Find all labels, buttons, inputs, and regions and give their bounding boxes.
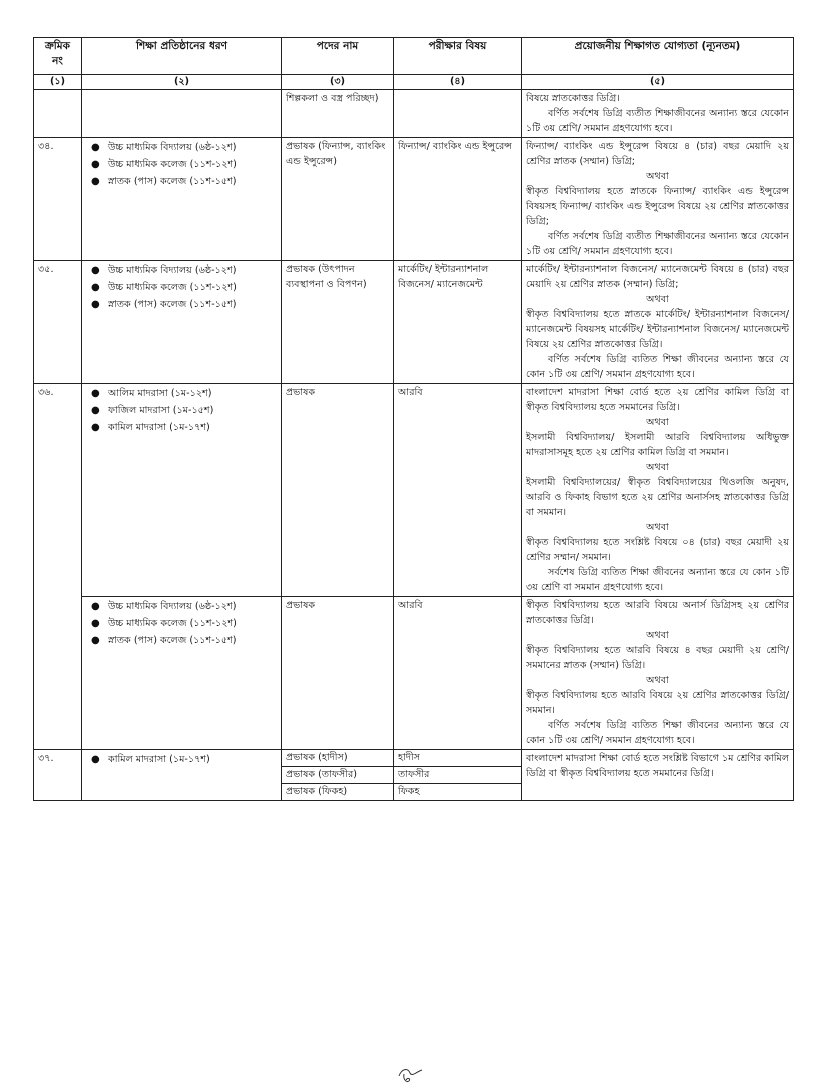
subject-sub-item: হাদীস xyxy=(394,750,521,767)
qualification-line: বর্ণিত সর্বশেষ ডিগ্রি ব্যতিত শিক্ষা জীবনের অন্যান্য স্তরে যে কোন ১টি ৩য় শ্রেণি/ সমমান গ্রহণযোগ্য হবে। xyxy=(526,720,789,746)
bullet-icon: ● xyxy=(91,388,100,399)
institution-item: ● উচ্চ মাধ্যমিক বিদ্যালয় (৬ষ্ঠ-১২শ) xyxy=(90,139,277,156)
serial-cell: ৩৬. xyxy=(34,384,82,750)
qualification-or: অথবা xyxy=(646,675,669,686)
column-number: (৩) xyxy=(282,75,394,90)
qualification-line: স্বীকৃত বিশ্ববিদ্যালয় হতে আরবি বিষয়ে ২য় শ্রেণির স্নাতকোত্তর ডিগ্রি/ সমমান। xyxy=(526,690,789,716)
post-cell: শিল্পকলা ও বস্ত্র পরিচ্ছদ) xyxy=(282,90,394,138)
header-exam-subject: পরীক্ষার বিষয় xyxy=(394,38,522,75)
qualification-cell xyxy=(522,384,794,597)
qualification-line: ইসলামী বিশ্ববিদ্যালয়/ ইসলামী আরবি বিশ্ববিদ্যালয় অধিভুক্ত মাদরাসাসমূহ হতে ২য় শ্রেণির কামিল ডিগ্রি বা সমমান। xyxy=(526,432,789,458)
table-row xyxy=(34,90,794,138)
bullet-icon: ● xyxy=(91,142,100,153)
bullet-icon: ● xyxy=(91,635,100,646)
post-cell: প্রভাষক (ফিন্যান্স, ব্যাংকিং এন্ড ইন্সুরেন্স) xyxy=(282,138,394,261)
table-row xyxy=(34,261,794,384)
qualification-cell xyxy=(522,261,794,384)
post-cell: প্রভাষক xyxy=(282,384,394,597)
qualification-line: স্বীকৃত বিশ্ববিদ্যালয় হতে স্নাতকে ফিন্যান্স/ ব্যাংকিং এন্ড ইন্সুরেন্স বিষয়সহ ফিন্যান্স/ ব্যাংকিং এন্ড ইন্সুরেন্স বিষয়ে ২য় শ্রেণির স্নাতকোত্তর ডিগ্রি; xyxy=(526,186,789,227)
institution-item: ● আলিম মাদরাসা (১ম-১২শ) xyxy=(90,385,277,402)
post-cell: প্রভাষক (উৎপাদন ব্যবস্থাপনা ও বিপণন) xyxy=(282,261,394,384)
column-number: (৫) xyxy=(522,75,794,90)
subject-cell: আরবি xyxy=(394,597,522,750)
institution-cell xyxy=(82,138,282,261)
qualification-or: অথবা xyxy=(646,417,669,428)
institution-item: ● উচ্চ মাধ্যমিক কলেজ (১১শ-১২শ) xyxy=(90,615,277,632)
qualification-line: বাংলাদেশ মাদরাসা শিক্ষা বোর্ড হতে ২য় শ্রেণির কামিল ডিগ্রি বা স্বীকৃত বিশ্ববিদ্যালয় হতে সমমানের ডিগ্রি। xyxy=(526,387,789,413)
institution-cell xyxy=(82,90,282,138)
subject-sub-item: তাফসীর xyxy=(394,767,521,784)
qualification-line: স্বীকৃত বিশ্ববিদ্যালয় হতে স্নাতকে মার্কেটিং/ ইন্টারন্যাশনাল বিজনেস/ ম্যানেজমেন্ট বিষয়সহ মার্কেটিং/ ইন্টারন্যাশনাল বিজনেস/ ম্যানেজমেন্ট বিষয়ে ২য় শ্রেণির স্নাতকোত্তর ডিগ্রি। xyxy=(526,309,789,350)
bullet-icon: ● xyxy=(91,159,100,170)
table-row xyxy=(34,138,794,261)
bullet-icon: ● xyxy=(91,299,100,310)
institution-item: ● ফাজিল মাদরাসা (১ম-১৫শ) xyxy=(90,402,277,419)
header-qualification: প্রয়োজনীয় শিক্ষাগত যোগ্যতা (ন্যূনতম) xyxy=(522,38,794,75)
serial-cell: ৩৪. xyxy=(34,138,82,261)
institution-cell xyxy=(82,750,282,801)
subject-cell: আরবি xyxy=(394,384,522,597)
bullet-icon: ● xyxy=(91,265,100,276)
bullet-icon: ● xyxy=(91,754,100,765)
institution-item: ● উচ্চ মাধ্যমিক কলেজ (১১শ-১২শ) xyxy=(90,279,277,296)
institution-cell xyxy=(82,261,282,384)
serial-cell: ৩৫. xyxy=(34,261,82,384)
header-post-name: পদের নাম xyxy=(282,38,394,75)
column-number: (৪) xyxy=(394,75,522,90)
post-cell: প্রভাষক xyxy=(282,597,394,750)
header-institution-type: শিক্ষা প্রতিষ্ঠানের ধরণ xyxy=(82,38,282,75)
post-cell xyxy=(282,750,394,801)
qualification-line: সর্বশেষ ডিগ্রি ব্যতিত শিক্ষা জীবনের অন্যান্য স্তরে যে কোন ১টি ৩য় শ্রেণি বা সমমান গ্রহণযোগ্য হবে। xyxy=(526,567,789,593)
bullet-icon: ● xyxy=(91,176,100,187)
qualification-line: বিষয়ে স্নাতকোত্তর ডিগ্রি। xyxy=(526,93,620,104)
institution-item: ● স্নাতক (পাস) কলেজ (১১শ-১৫শ) xyxy=(90,632,277,649)
qualification-line: মার্কেটিং/ ইন্টারন্যাশনাল বিজনেস/ ম্যানেজমেন্ট বিষয়ে ৪ (চার) বছর মেয়াদি ২য় শ্রেণির স্নাতক (সম্মান) ডিগ্রি; xyxy=(526,264,789,290)
bullet-icon: ● xyxy=(91,601,100,612)
qualification-line: স্বীকৃত বিশ্ববিদ্যালয় হতে আরবি বিষয়ে ৪ বছর মেয়াদী ২য় শ্রেণি/ সমমানের স্নাতক (সম্মান) ডিগ্রি। xyxy=(526,645,789,671)
table-row xyxy=(34,384,794,597)
post-sub-item: প্রভাষক (তাফসীর) xyxy=(282,767,393,784)
qualification-or: অথবা xyxy=(646,522,669,533)
qualification-table xyxy=(33,37,794,801)
institution-item: ● উচ্চ মাধ্যমিক বিদ্যালয় (৬ষ্ঠ-১২শ) xyxy=(90,262,277,279)
qualification-or: অথবা xyxy=(646,171,669,182)
table-header-row xyxy=(34,38,794,75)
subject-cell xyxy=(394,90,522,138)
qualification-cell xyxy=(522,750,794,801)
qualification-line: বর্ণিত সর্বশেষ ডিগ্রি ব্যতিত শিক্ষা জীবনের অন্যান্য স্তরে যে কোন ১টি ৩য় শ্রেণি/ সমমান গ্রহণযোগ্য হবে। xyxy=(526,354,789,380)
table-row xyxy=(34,597,794,750)
column-number-row xyxy=(34,75,794,90)
post-sub-item: প্রভাষক (হাদীস) xyxy=(282,750,393,767)
institution-item: ● স্নাতক (পাস) কলেজ (১১শ-১৫শ) xyxy=(90,173,277,190)
serial-cell xyxy=(34,90,82,138)
qualification-line: স্বীকৃত বিশ্ববিদ্যালয় হতে সংশ্লিষ্ট বিষয়ে ০৪ (চার) বছর মেয়াদী ২য় শ্রেণির সম্মান/ সমমান। xyxy=(526,537,789,563)
signature-mark xyxy=(396,1064,426,1086)
institution-cell xyxy=(82,597,282,750)
bullet-icon: ● xyxy=(91,282,100,293)
subject-cell: ফিন্যান্স/ ব্যাংকিং এন্ড ইন্সুরেন্স xyxy=(394,138,522,261)
qualification-cell xyxy=(522,597,794,750)
qualification-line: বর্ণিত সর্বশেষ ডিগ্রি ব্যতীত শিক্ষাজীবনের অন্যান্য স্তরে যেকোন ১টি ৩য় শ্রেণি/ সমমান গ্রহণযোগ্য হবে। xyxy=(526,108,789,134)
bullet-icon: ● xyxy=(91,422,100,433)
qualification-line: ইসলামী বিশ্ববিদ্যালয়ের/ স্বীকৃত বিশ্ববিদ্যালয়ের থিওলজি অনুষদ, আরবি ও ফিকাহ বিভাগ হতে ২য় শ্রেণির অনার্সসহ স্নাতকোত্তর ডিগ্রি বা সমমান। xyxy=(526,477,789,518)
qualification-cell xyxy=(522,90,794,138)
institution-item: ● স্নাতক (পাস) কলেজ (১১শ-১৫শ) xyxy=(90,296,277,313)
column-number: (২) xyxy=(82,75,282,90)
qualification-or: অথবা xyxy=(646,630,669,641)
bullet-icon: ● xyxy=(91,618,100,629)
institution-item: ● উচ্চ মাধ্যমিক বিদ্যালয় (৬ষ্ঠ-১২শ) xyxy=(90,598,277,615)
institution-cell xyxy=(82,384,282,597)
qualification-line: বর্ণিত সর্বশেষ ডিগ্রি ব্যতীত শিক্ষাজীবনের অন্যান্য স্তরে যেকোন ১টি ৩য় শ্রেণি/ সমমান গ্রহণযোগ্য হবে। xyxy=(526,231,789,257)
institution-item: ● কামিল মাদরাসা (১ম-১৭শ) xyxy=(90,419,277,436)
qualification-line: ফিন্যান্স/ ব্যাংকিং এন্ড ইন্সুরেন্স বিষয়ে ৪ (চার) বছর মেয়াদি ২য় শ্রেণির স্নাতক (সম্মান) ডিগ্রি; xyxy=(526,141,789,167)
header-serial: ক্রমিক নং xyxy=(34,38,82,75)
qualification-cell xyxy=(522,138,794,261)
institution-item: ● উচ্চ মাধ্যমিক কলেজ (১১শ-১২শ) xyxy=(90,156,277,173)
qualification-line: স্বীকৃত বিশ্ববিদ্যালয় হতে আরবি বিষয়ে অনার্স ডিগ্রিসহ ২য় শ্রেণির স্নাতকোত্তর ডিগ্রি। xyxy=(526,600,789,626)
serial-cell: ৩৭. xyxy=(34,750,82,801)
subject-cell: মার্কেটিং/ ইন্টারন্যাশনাল বিজনেস/ ম্যানেজমেন্ট xyxy=(394,261,522,384)
column-number: (১) xyxy=(34,75,82,90)
bullet-icon: ● xyxy=(91,405,100,416)
subject-sub-item: ফিকহ xyxy=(398,786,420,797)
table-row xyxy=(34,750,794,801)
post-sub-item: প্রভাষক (ফিকহ) xyxy=(286,786,348,797)
qualification-or: অথবা xyxy=(646,462,669,473)
qualification-line: বাংলাদেশ মাদরাসা শিক্ষা বোর্ড হতে সংশ্লিষ্ট বিভাগে ১ম শ্রেণির কামিল ডিগ্রি বা স্বীকৃত বিশ্ববিদ্যালয় হতে সমমানের ডিগ্রি। xyxy=(526,753,790,779)
subject-cell xyxy=(394,750,522,801)
qualification-or: অথবা xyxy=(646,294,669,305)
institution-item: ● কামিল মাদরাসা (১ম-১৭শ) xyxy=(90,751,277,768)
